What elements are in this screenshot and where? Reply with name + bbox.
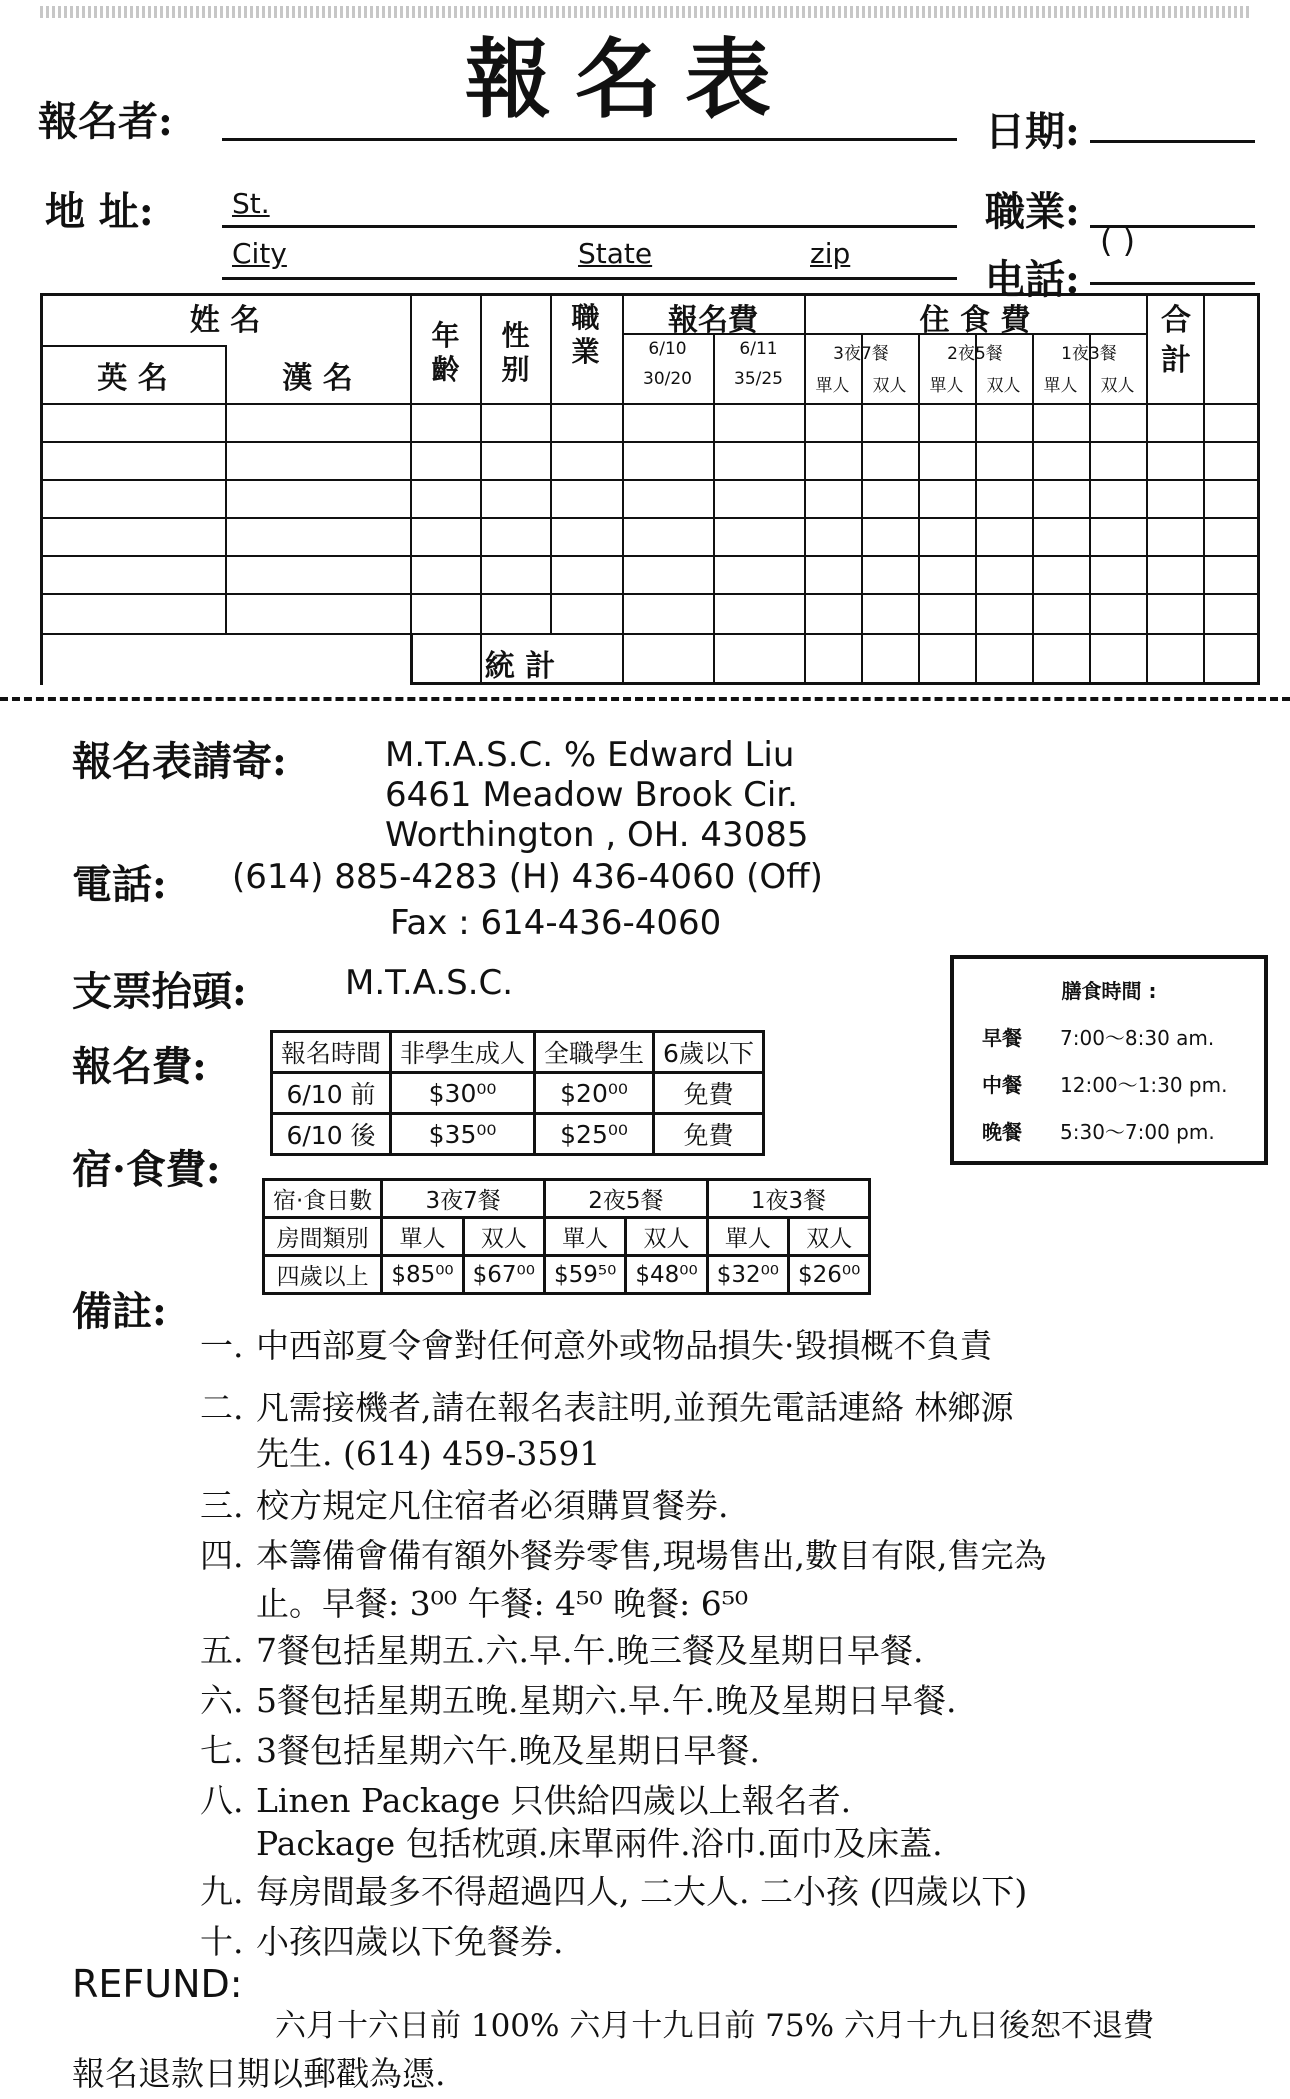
remark-item xyxy=(200,1725,760,1772)
table-cell: 免費 xyxy=(654,1073,764,1114)
table-header: 2夜5餐 xyxy=(545,1180,708,1218)
address-zip: zip xyxy=(810,237,851,270)
reg-head-english-name: 英 名 xyxy=(97,361,168,396)
table-header: 宿·食日數 xyxy=(264,1180,382,1218)
reg-head-lodging: 住 食 費 xyxy=(919,303,1031,338)
occupation-label: 職業: xyxy=(985,188,1080,235)
date-label: 日期: xyxy=(985,108,1080,155)
table-cell: $26⁰⁰ xyxy=(789,1256,870,1294)
table-cell: $32⁰⁰ xyxy=(707,1256,788,1294)
reg-fee-date-2: 6/11 xyxy=(739,339,778,359)
table-row xyxy=(264,1180,870,1218)
address-city: City xyxy=(232,237,287,270)
table-header: 非學生成人 xyxy=(391,1032,535,1073)
reg-double: 双人 xyxy=(1100,376,1135,396)
phone-label: 電話: xyxy=(72,861,167,908)
reg-fee-price-2: 35/25 xyxy=(734,369,783,389)
table-cell: 四歲以上 xyxy=(264,1256,382,1294)
phone-parens: ( ) xyxy=(1100,222,1136,260)
remark-item xyxy=(200,1916,564,1963)
table-row xyxy=(272,1073,764,1114)
meal-time-row xyxy=(982,1069,1264,1098)
reg-lodging-1n: 1夜3餐 xyxy=(1061,344,1117,364)
remark-number: 二. xyxy=(200,1388,244,1427)
reg-vline xyxy=(480,293,482,685)
reg-hline xyxy=(40,441,1260,443)
address-state: State xyxy=(578,237,653,270)
remark-text: 本籌備會備有額外餐券零售,現場售出,數目有限,售完為 xyxy=(256,1536,1047,1575)
remark-text: Linen Package 只供給四歲以上報名者. xyxy=(256,1781,852,1820)
remark-text: 中西部夏令會對任何意外或物品損失·毀損概不負責 xyxy=(256,1326,993,1365)
mail-to-label: 報名表請寄: xyxy=(72,738,287,785)
address-label: 地 址: xyxy=(45,188,154,235)
remark-item xyxy=(200,1480,729,1527)
table-header: 房間類別 xyxy=(264,1218,382,1256)
reg-fee-date-1: 6/10 xyxy=(648,339,687,359)
reg-hline xyxy=(40,479,1260,481)
reg-fee-label: 報名費: xyxy=(72,1043,207,1090)
remark-number: 八. xyxy=(200,1781,244,1820)
remark-item xyxy=(200,1530,1046,1577)
table-cell: $48⁰⁰ xyxy=(626,1256,707,1294)
meal-time: 5:30～7:00 pm. xyxy=(1060,1120,1215,1144)
remark-number: 七. xyxy=(200,1731,244,1770)
phone-label-top: 电話: xyxy=(985,256,1080,303)
table-cell: $59⁵⁰ xyxy=(545,1256,626,1294)
meal-name: 中餐 xyxy=(982,1073,1022,1097)
remark-text: 3餐包括星期六午.晚及星期日早餐. xyxy=(256,1731,760,1770)
fax-value: Fax : 614-436-4060 xyxy=(390,903,722,943)
reg-single: 單人 xyxy=(929,376,964,396)
table-cell: 免費 xyxy=(654,1114,764,1155)
reg-hline xyxy=(40,517,1260,519)
meal-times-box xyxy=(950,955,1268,1165)
remark-item xyxy=(200,1382,1013,1429)
registrant-label: 報名者: xyxy=(38,98,173,145)
mail-to-line2: 6461 Meadow Brook Cir. xyxy=(385,775,798,815)
remark-text: 每房間最多不得超過四人, 二大人. 二小孩 (四歲以下) xyxy=(256,1872,1028,1911)
reg-single: 單人 xyxy=(1043,376,1078,396)
phone-value: (614) 885-4283 (H) 436-4060 (Off) xyxy=(232,857,823,897)
table-header: 1夜3餐 xyxy=(707,1180,870,1218)
reg-lodging-3n: 3夜7餐 xyxy=(833,344,889,364)
remark-continuation: 止。早餐: 3⁰⁰ 午餐: 4⁵⁰ 晚餐: 6⁵⁰ xyxy=(256,1584,749,1623)
reg-single: 單人 xyxy=(815,376,850,396)
reg-head-name: 姓 名 xyxy=(189,303,261,338)
table-cell: $30⁰⁰ xyxy=(391,1073,535,1114)
page-title: 報名表 xyxy=(465,29,795,130)
remark-text: 凡需接機者,請在報名表註明,並預先電話連絡 林鄉源 xyxy=(256,1388,1014,1427)
reg-lodging-2n: 2夜5餐 xyxy=(947,344,1003,364)
cut-line xyxy=(0,697,1290,701)
table-header: 報名時間 xyxy=(272,1032,391,1073)
meal-times-title: 膳食時間 : xyxy=(1061,979,1157,1003)
mail-to-line3: Worthington , OH. 43085 xyxy=(385,815,809,855)
remark-item xyxy=(200,1675,956,1722)
table-row xyxy=(272,1032,764,1073)
remark-item xyxy=(200,1775,851,1822)
table-cell: 6/10 後 xyxy=(272,1114,391,1155)
reg-hline xyxy=(40,555,1260,557)
date-field[interactable] xyxy=(1090,140,1255,143)
reg-head-occupation: 職業 xyxy=(571,301,600,368)
table-row xyxy=(272,1114,764,1155)
reg-vline xyxy=(1203,293,1205,685)
remark-continuation: 先生. (614) 459-3591 xyxy=(256,1434,601,1473)
remark-text: 7餐包括星期五.六.早.午.晚三餐及星期日早餐. xyxy=(256,1631,924,1670)
reg-fee-table xyxy=(270,1030,765,1156)
remark-number: 九. xyxy=(200,1872,244,1911)
remark-item xyxy=(200,1625,923,1672)
reg-total-row-label: 統 計 xyxy=(484,649,556,684)
reg-head-age: 年齡 xyxy=(431,319,460,386)
table-header: 双人 xyxy=(463,1218,544,1256)
table-header: 單人 xyxy=(707,1218,788,1256)
remark-continuation: Package 包括枕頭.床單兩件.浴巾.面巾及床蓋. xyxy=(256,1824,943,1863)
table-header: 單人 xyxy=(545,1218,626,1256)
remark-number: 三. xyxy=(200,1486,244,1525)
remark-number: 六. xyxy=(200,1681,244,1720)
reg-vline xyxy=(1146,293,1148,685)
check-label: 支票抬頭: xyxy=(72,968,247,1015)
refund-terms: 六月十六日前 100% 六月十九日前 75% 六月十九日後恕不退費 xyxy=(275,2008,1154,2044)
meal-name: 晚餐 xyxy=(982,1120,1022,1144)
reg-vline xyxy=(410,293,412,685)
remark-number: 十. xyxy=(200,1922,244,1961)
table-header: 双人 xyxy=(626,1218,707,1256)
table-row xyxy=(264,1218,870,1256)
reg-head-chinese-name: 漢 名 xyxy=(282,361,353,396)
remark-number: 四. xyxy=(200,1536,244,1575)
remark-item xyxy=(200,1320,993,1367)
remark-item xyxy=(200,1866,1027,1913)
reg-hline xyxy=(40,403,1260,405)
table-row xyxy=(264,1256,870,1294)
remark-text: 5餐包括星期五晚.星期六.早.午.晚及星期日早餐. xyxy=(256,1681,957,1720)
mail-to-line1: M.T.A.S.C. % Edward Liu xyxy=(385,735,795,775)
reg-hline xyxy=(40,593,1260,595)
address-st: St. xyxy=(232,187,270,220)
refund-note: 報名退款日期以郵戳為憑. xyxy=(72,2054,446,2093)
meal-time-row xyxy=(982,1116,1264,1145)
remarks-label: 備註: xyxy=(72,1288,167,1335)
remark-number: 一. xyxy=(200,1326,244,1365)
meal-time: 7:00～8:30 am. xyxy=(1060,1026,1215,1050)
phone-field[interactable] xyxy=(1090,282,1255,285)
reg-double: 双人 xyxy=(872,376,907,396)
check-value: M.T.A.S.C. xyxy=(345,963,514,1003)
table-header: 單人 xyxy=(382,1218,463,1256)
table-cell: 6/10 前 xyxy=(272,1073,391,1114)
reg-head-fee: 報名費 xyxy=(668,303,758,338)
table-cell: $20⁰⁰ xyxy=(535,1073,654,1114)
address-city-field[interactable] xyxy=(222,277,957,280)
table-cell: $25⁰⁰ xyxy=(535,1114,654,1155)
table-header: 双人 xyxy=(789,1218,870,1256)
table-cell: $35⁰⁰ xyxy=(391,1114,535,1155)
meal-name: 早餐 xyxy=(982,1026,1022,1050)
reg-hline xyxy=(40,345,225,347)
table-cell: $67⁰⁰ xyxy=(463,1256,544,1294)
reg-head-sex: 性别 xyxy=(501,319,530,386)
registrant-field[interactable] xyxy=(222,138,957,141)
reg-fee-price-1: 30/20 xyxy=(643,369,692,389)
remark-text: 小孩四歲以下免餐券. xyxy=(256,1922,564,1961)
table-cell: $85⁰⁰ xyxy=(382,1256,463,1294)
reg-double: 双人 xyxy=(986,376,1021,396)
reg-vline xyxy=(550,293,552,633)
reg-head-total: 合計 xyxy=(1161,303,1191,378)
address-street-field[interactable] xyxy=(222,225,957,228)
lodging-fee-label: 宿·食費: xyxy=(72,1146,221,1193)
refund-label: REFUND: xyxy=(72,1962,243,2006)
table-header: 3夜7餐 xyxy=(382,1180,545,1218)
table-header: 6歲以下 xyxy=(654,1032,764,1073)
remark-number: 五. xyxy=(200,1631,244,1670)
meal-time-row xyxy=(982,1022,1264,1051)
registration-table xyxy=(40,293,1260,685)
table-header: 全職學生 xyxy=(535,1032,654,1073)
lodging-fee-table xyxy=(262,1178,871,1295)
meal-time: 12:00～1:30 pm. xyxy=(1060,1073,1228,1097)
remark-text: 校方規定凡住宿者必須購買餐券. xyxy=(256,1486,729,1525)
